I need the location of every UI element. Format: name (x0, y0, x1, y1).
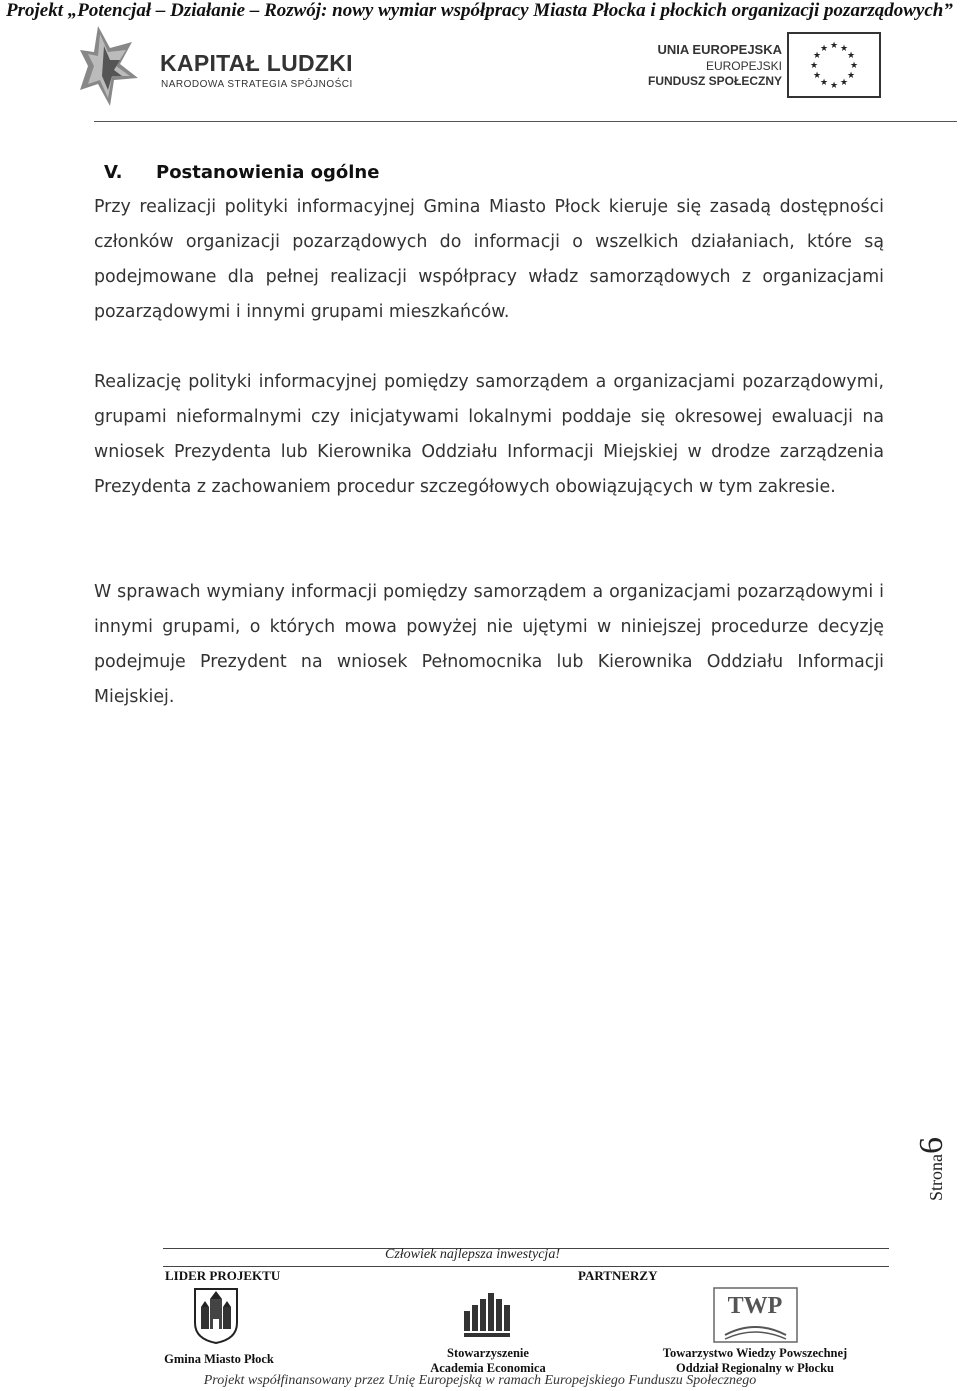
svg-text:★: ★ (809, 61, 819, 71)
svg-text:★: ★ (829, 81, 839, 91)
footer-divider (163, 1266, 889, 1267)
eu-flag-icon (787, 32, 881, 98)
partner1-name (418, 1346, 558, 1376)
project-title: Projekt „Potencjał – Działanie – Rozwój: nowy wymiar współpracy Miasta Płocka i płockich organizacji pozarządowych” (6, 0, 953, 21)
svg-text:★: ★ (829, 41, 839, 51)
paragraph: Przy realizacji polityki informacyjnej Gmina Miasto Płock kieruje się zasadą dostępności członków organizacji pozarządowych do informacji o wszelkich działaniach, które są podejmowane dla pełnej realizacji współpracy władz samorządowych z organizacjami pozarządowymi i innymi grupami mieszkańców. (94, 197, 884, 322)
partner1-line1: Stowarzyszenie (447, 1346, 529, 1360)
svg-text:★: ★ (846, 51, 856, 61)
twp-logo-icon (713, 1287, 798, 1343)
partner1-line2: Academia Economica (430, 1361, 546, 1375)
svg-text:★: ★ (839, 44, 849, 54)
page-label: Strona (926, 1154, 946, 1201)
partner2-line1: Towarzystwo Wiedzy Powszechnej (662, 1346, 848, 1360)
academia-economica-logo-icon (462, 1289, 512, 1339)
header-divider (94, 121, 957, 122)
kapital-ludzki-logo (80, 26, 380, 112)
svg-text:★: ★ (849, 61, 859, 71)
logo-subtitle: NARODOWA STRATEGIA SPÓJNOŚCI (161, 79, 353, 90)
lider-label: LIDER PROJEKTU (165, 1268, 281, 1283)
eu-logo-line2: EUROPEJSKI (705, 59, 782, 73)
paragraph: W sprawach wymiany informacji pomiędzy samorządem a organizacjami pozarządowymi i innymi grupami, o których mowa powyżej nie ujętymi w niniejszej procedurze decyzję podejmuje Prezydent na wniosek Pełnomocnika lub Kierownika Oddziału Informacji Miejskiej. (94, 582, 884, 707)
eu-logo (647, 32, 890, 102)
page-value: 6 (913, 1137, 950, 1154)
cofinancing-note: Projekt współfinansowany przez Unię Europejską w ramach Europejskiego Funduszu Społecznego (203, 1373, 757, 1388)
svg-text:★: ★ (819, 44, 829, 54)
star-emblem-icon (80, 26, 160, 112)
svg-text:TWP: TWP (727, 1293, 783, 1319)
svg-text:★: ★ (812, 51, 822, 61)
partner2-line2: Oddział Regionalny w Płocku (675, 1361, 834, 1375)
paragraph: Realizację polityki informacyjnej pomiędzy samorządem a organizacjami pozarządowymi, grupami nieformalnymi czy inicjatywami lokalnymi poddaje się okresowej ewaluacji na wniosek Prezydenta lub Kierownika Oddziału Informacji Miejskiej w drodze zarządzenia Prezydenta z zachowaniem procedur szczegółowych obowiązujących w tym zakresie. (94, 372, 884, 497)
svg-text:★: ★ (812, 71, 822, 81)
section-number: V. (104, 162, 123, 183)
svg-text:★: ★ (839, 78, 849, 88)
svg-text:★: ★ (846, 71, 856, 81)
project-banner (0, 0, 960, 22)
partner2-name (660, 1346, 850, 1376)
section-title: Postanowienia ogólne (156, 162, 380, 183)
logo-title: KAPITAŁ LUDZKI (160, 50, 353, 76)
plock-crest-icon (193, 1285, 239, 1345)
footer-motto: Człowiek najlepsza inwestycja! (385, 1247, 560, 1262)
lider-name: Gmina Miasto Płock (164, 1352, 274, 1366)
svg-text:★: ★ (819, 78, 829, 88)
section-heading (104, 162, 379, 183)
eu-logo-line3: FUNDUSZ SPOŁECZNY (647, 74, 782, 88)
page-number (905, 1120, 960, 1220)
eu-logo-line1: UNIA EUROPEJSKA (657, 42, 782, 57)
partners-label: PARTNERZY (578, 1268, 658, 1283)
